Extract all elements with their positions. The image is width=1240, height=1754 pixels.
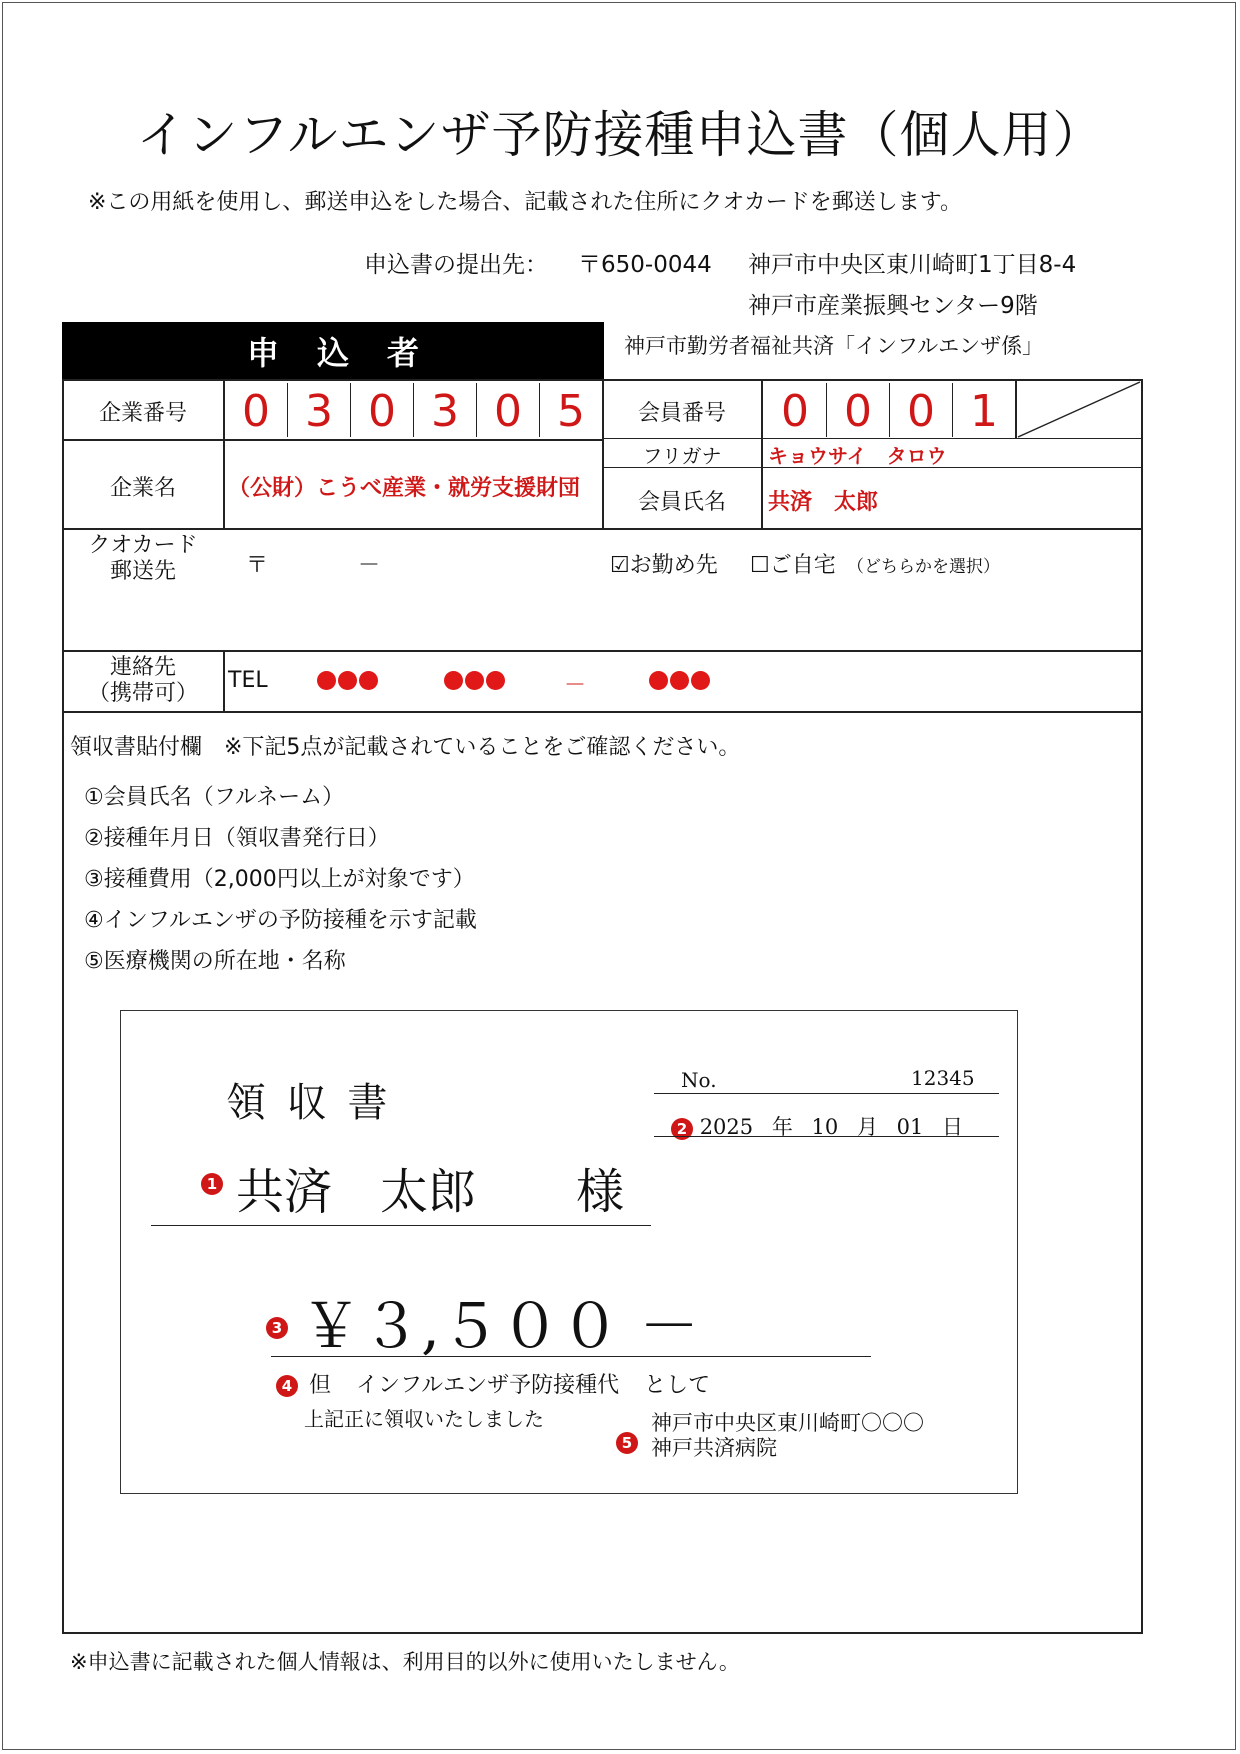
tel-masked-digits <box>649 671 712 694</box>
marker-5: 5 <box>616 1432 638 1454</box>
quo-card-label-line2: 郵送先 <box>109 559 176 584</box>
receipt-received-text: 上記正に領収いたしました <box>304 1407 544 1431</box>
furigana-label: フリガナ <box>642 444 722 468</box>
amount-underline <box>271 1356 871 1357</box>
mailing-note: ※この用紙を使用し、郵送申込をした場合、記載された住所にクオカードを郵送します。 <box>88 190 963 215</box>
company-number-label: 企業番号 <box>98 401 187 426</box>
submission-label: 申込書の提出先： <box>364 252 548 278</box>
tel-label: TEL <box>228 668 268 693</box>
form-line <box>1141 379 1143 1634</box>
company-number-digit[interactable]: 3 <box>305 386 333 437</box>
clinic-info <box>651 1411 924 1461</box>
recipient-underline <box>151 1225 651 1226</box>
option-note: （どちらかを選択） <box>847 557 1000 577</box>
member-number-digit[interactable]: 0 <box>907 386 935 437</box>
postal-mark: 〒 <box>246 553 269 578</box>
member-number-label: 会員番号 <box>637 401 726 426</box>
purpose-text: インフルエンザ予防接種代 <box>356 1373 620 1398</box>
purpose-suffix: として <box>644 1373 711 1398</box>
form-line <box>62 1632 1143 1634</box>
receipt-no-underline <box>654 1093 999 1094</box>
receipt-section-heading: 領収書貼付欄 ※下記5点が記載されていることをご確認ください。 <box>70 735 741 760</box>
receipt-no-value: 12345 <box>911 1066 975 1090</box>
member-number-digit[interactable]: 0 <box>844 386 872 437</box>
quo-card-label <box>64 533 222 585</box>
receipt-date-underline <box>654 1136 999 1137</box>
company-number-digit[interactable]: 0 <box>242 386 270 437</box>
tel-dash: － <box>564 673 587 698</box>
contact-label <box>64 655 222 707</box>
clinic-address: 神戸市中央区東川崎町〇〇〇 <box>651 1411 924 1435</box>
submission-address-2: 神戸市産業振興センター9階 <box>748 293 1038 319</box>
check-item: ①会員氏名（フルネーム） <box>84 785 345 810</box>
submission-address-1: 神戸市中央区東川崎町1丁目8-4 <box>748 252 1077 278</box>
applicant-header: 申込者 <box>62 322 604 380</box>
receipt-title: 領 収 書 <box>226 1080 392 1126</box>
privacy-note: ※申込書に記載された個人情報は、利用目的以外に使用いたしません。 <box>70 1650 740 1674</box>
receipt-amount: ￥３,５００ － <box>301 1292 700 1362</box>
marker-2: 2 <box>671 1118 693 1140</box>
company-name-field[interactable]: （公財）こうべ産業・就労支援財団 <box>228 476 581 501</box>
company-number-digit[interactable]: 5 <box>557 386 585 437</box>
date-month: 10 <box>811 1115 839 1139</box>
receipt-honorific: 様 <box>576 1164 625 1220</box>
check-item: ④インフルエンザの予防接種を示す記載 <box>84 908 477 933</box>
company-number-digit[interactable]: 3 <box>431 386 459 437</box>
check-item: ⑤医療機関の所在地・名称 <box>84 949 346 974</box>
date-day: 01 <box>896 1115 924 1139</box>
check-item: ②接種年月日（領収書発行日） <box>84 826 390 851</box>
submission-address-3: 神戸市勤労者福祉共済「インフルエンザ係」 <box>624 334 1044 358</box>
page-title: インフルエンザ予防接種申込書（個人用） <box>136 106 1104 164</box>
unused-cell-slash <box>1016 380 1142 439</box>
contact-label-line1: 連絡先 <box>109 655 176 680</box>
company-number-digit[interactable]: 0 <box>494 386 522 437</box>
sample-receipt <box>120 1010 1018 1494</box>
month-unit: 月 <box>856 1115 878 1139</box>
receipt-no-label: No. <box>681 1068 717 1092</box>
receipt-purpose-line <box>276 1368 710 1399</box>
member-number-digit[interactable]: 1 <box>970 386 998 437</box>
company-name-label: 企業名 <box>109 476 176 501</box>
purpose-prefix: 但 <box>309 1373 332 1398</box>
company-number-digit[interactable]: 0 <box>368 386 396 437</box>
date-year: 2025 <box>699 1115 754 1139</box>
marker-3: 3 <box>266 1317 288 1339</box>
receipt-recipient: 共済 太郎 <box>236 1164 477 1220</box>
tel-masked-digits <box>444 671 507 694</box>
marker-1: 1 <box>201 1173 223 1195</box>
tel-masked-digits <box>317 671 380 694</box>
form-line <box>223 650 225 712</box>
check-item: ③接種費用（2,000円以上が対象です） <box>84 867 475 892</box>
submission-postal: 〒650-0044 <box>578 252 712 278</box>
quo-card-label-line1: クオカード <box>88 533 198 558</box>
option-work-checkbox[interactable]: ☑お勤め先 <box>610 553 718 578</box>
marker-4: 4 <box>276 1375 298 1397</box>
member-name-label: 会員氏名 <box>637 490 726 515</box>
member-name-field[interactable]: 共済 太郎 <box>768 490 879 515</box>
clinic-name: 神戸共済病院 <box>651 1436 777 1460</box>
postal-dash: － <box>358 553 381 578</box>
contact-label-line2: （携帯可） <box>87 681 198 706</box>
member-number-digit[interactable]: 0 <box>781 386 809 437</box>
furigana-field[interactable]: キョウサイ タロウ <box>768 444 947 468</box>
option-home-checkbox[interactable]: ☐ご自宅 <box>750 553 836 578</box>
form-line <box>761 379 763 529</box>
year-unit: 年 <box>771 1115 793 1139</box>
day-unit: 日 <box>942 1115 964 1139</box>
